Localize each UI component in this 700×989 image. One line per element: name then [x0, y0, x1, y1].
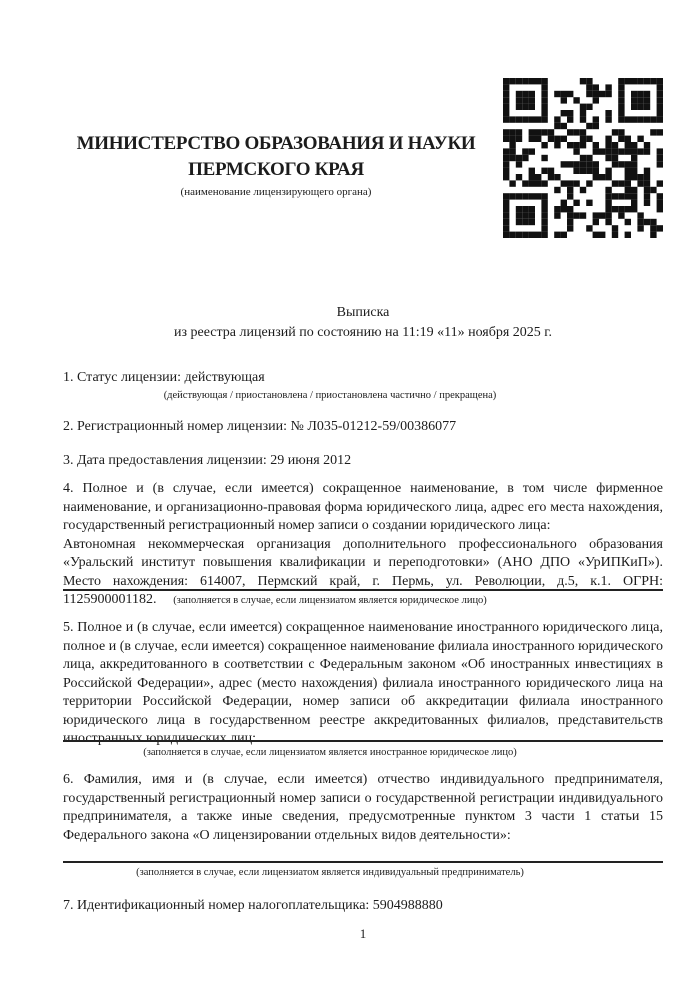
ministry-name-line1: МИНИСТЕРСТВО ОБРАЗОВАНИЯ И НАУКИ — [76, 133, 476, 154]
ministry-caption: (наименование лицензирующего органа) — [180, 186, 372, 198]
legal-entity-clause-text: 4. Полное и (в случае, если имеется) сокращенное наименование, в том числе фирменное наименование, и организационно-правовая форма юридического лица, адрес его места нахождения, государственный регистрационный номер записи о создании юридического лица: — [63, 481, 663, 533]
license-grant-date-line: 3. Дата предоставления лицензии: 29 июня 2012 — [63, 453, 352, 468]
license-status-options-caption: (действующая / приостановлена / приостановлена частично / прекращена) — [163, 390, 497, 401]
individual-entrepreneur-fill-caption: (заполняется в случае, если лицензиатом является индивидуальный предприниматель) — [136, 867, 524, 878]
individual-entrepreneur-section — [63, 771, 663, 845]
document-title-line2: из реестра лицензий по состоянию на 11:19 «11» ноября 2025 г. — [174, 324, 552, 340]
license-status-line: 1. Статус лицензии: действующая — [63, 370, 265, 385]
taxpayer-id-line: 7. Идентификационный номер налогоплательщика: 5904988880 — [63, 898, 443, 913]
page-number: 1 — [359, 926, 367, 941]
foreign-entity-fill-caption: (заполняется в случае, если лицензиатом является иностранное юридическое лицо) — [143, 747, 517, 758]
legal-entity-value: Автономная некоммерческая организация дополнительного профессионального образования «Уральский институт повышения квалификации и переподготовки» (АНО ДПО «УрИПКиП»). Место нахождения: 614007, Пермский край, г. Пермь, ул. Революции, д.5, к.1. ОГРН: 1125900001182. — [63, 536, 663, 607]
licensing-authority-header — [58, 131, 494, 199]
legal-entity-fill-rule — [63, 589, 663, 591]
ministry-name-line2: ПЕРМСКОГО КРАЯ — [188, 159, 364, 180]
qr-code-icon — [503, 78, 663, 238]
foreign-entity-section — [63, 619, 663, 749]
individual-entrepreneur-fill-rule — [63, 861, 663, 863]
foreign-entity-clause-text: 5. Полное и (в случае, если имеется) сокращенное наименование иностранного юридического лица, полное и (в случае, если имеется) сокращенное наименование филиала иностранного юридического лица, аккредитованного в соответствии с Федеральным законом «Об иностранных инвестициях в Российской Федерации», адрес (место нахождения) филиала иностранного юридического лица на территории Российской Федерации, номер записи об аккредитации филиала иностранного юридического лица в государственном реестре аккредитованных филиалов, представительств иностранных юридических лиц: — [63, 620, 663, 746]
registration-number-line: 2. Регистрационный номер лицензии: № Л035-01212-59/00386077 — [63, 419, 457, 434]
document-title — [63, 303, 663, 342]
document-title-line1: Выписка — [336, 305, 390, 320]
foreign-entity-fill-rule — [63, 740, 663, 742]
legal-entity-fill-caption: (заполняется в случае, если лицензиатом является юридическое лицо) — [173, 595, 487, 606]
individual-entrepreneur-clause-text: 6. Фамилия, имя и (в случае, если имеется) отчество индивидуального предпринимателя, государственный регистрационный номер записи о государственной регистрации индивидуального предпринимателя, а также иные сведения, предусмотренные пунктом 3 части 1 статьи 15 Федерального закона «О лицензировании отдельных видов деятельности»: — [63, 772, 663, 843]
